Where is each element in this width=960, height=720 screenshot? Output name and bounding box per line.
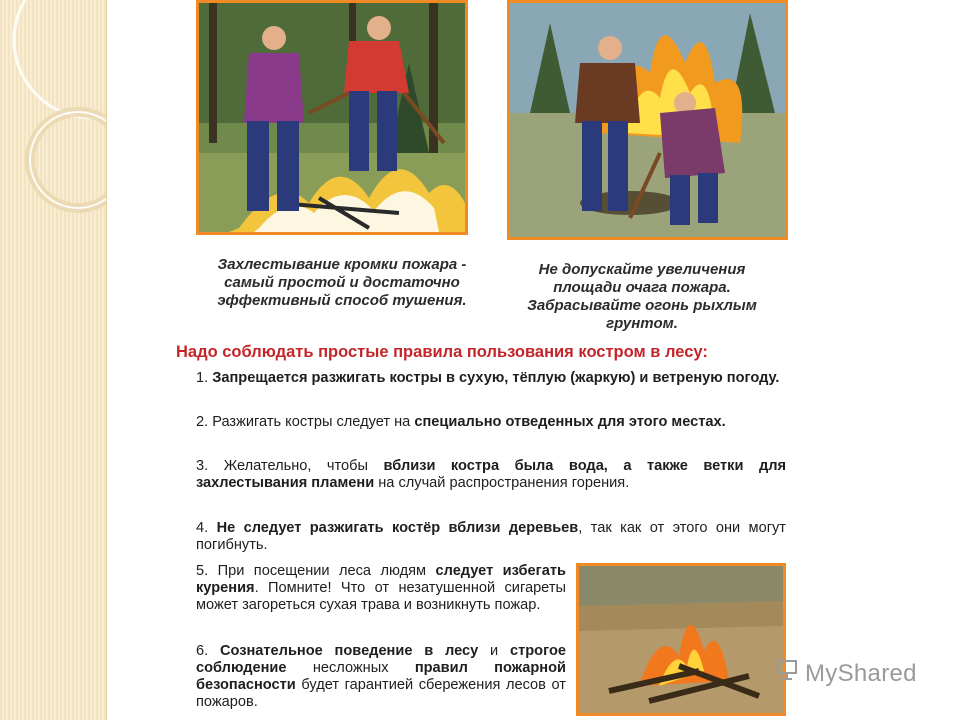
- illustration-soil-throwing: [507, 0, 788, 240]
- illustration-campfire-photo: [576, 563, 786, 716]
- rule-6: 6. Сознательное поведение в лесу и строгое соблюдение несложных правил пожарной безопасности будет гарантией сбережения лесов от пожаров.: [196, 643, 566, 710]
- rule-5: 5. При посещении леса людям следует избегать курения. Помните! Что от незатушенной сигареты может загореться сухая трава и возникнуть пожар.: [196, 563, 566, 613]
- rule-3: 3. Желательно, чтобы вблизи костра была вода, а также ветки для захлестывания пламени на случай распространения горения.: [196, 458, 787, 491]
- rules-title: Надо соблюдать простые правила пользования костром в лесу:: [176, 343, 708, 361]
- caption-fire-beating: Захлестывание кромки пожара - самый простой и достаточно эффективный способ тушения.: [217, 256, 467, 309]
- decorative-left-strip: [0, 0, 107, 720]
- rule-4: 4. Не следует разжигать костёр вблизи деревьев, так как от этого они могут погибнуть.: [196, 520, 786, 553]
- fire-safety-poster: [172, 0, 800, 720]
- watermark: [775, 658, 917, 689]
- rule-2: 2. Разжигать костры следует на специально отведенных для этого местах.: [196, 414, 726, 430]
- watermark-text: MyShared: [805, 659, 917, 687]
- decorative-circles: [0, 0, 106, 720]
- rule-1: 1. Запрещается разжигать костры в сухую, тёплую (жаркую) и ветреную погоду.: [196, 370, 780, 386]
- presentation-board-icon: [775, 658, 799, 689]
- caption-soil-throwing: Не допускайте увеличения площади очага пожара. Забрасывайте огонь рыхлым грунтом.: [527, 261, 757, 332]
- illustration-fire-beating: [196, 0, 468, 235]
